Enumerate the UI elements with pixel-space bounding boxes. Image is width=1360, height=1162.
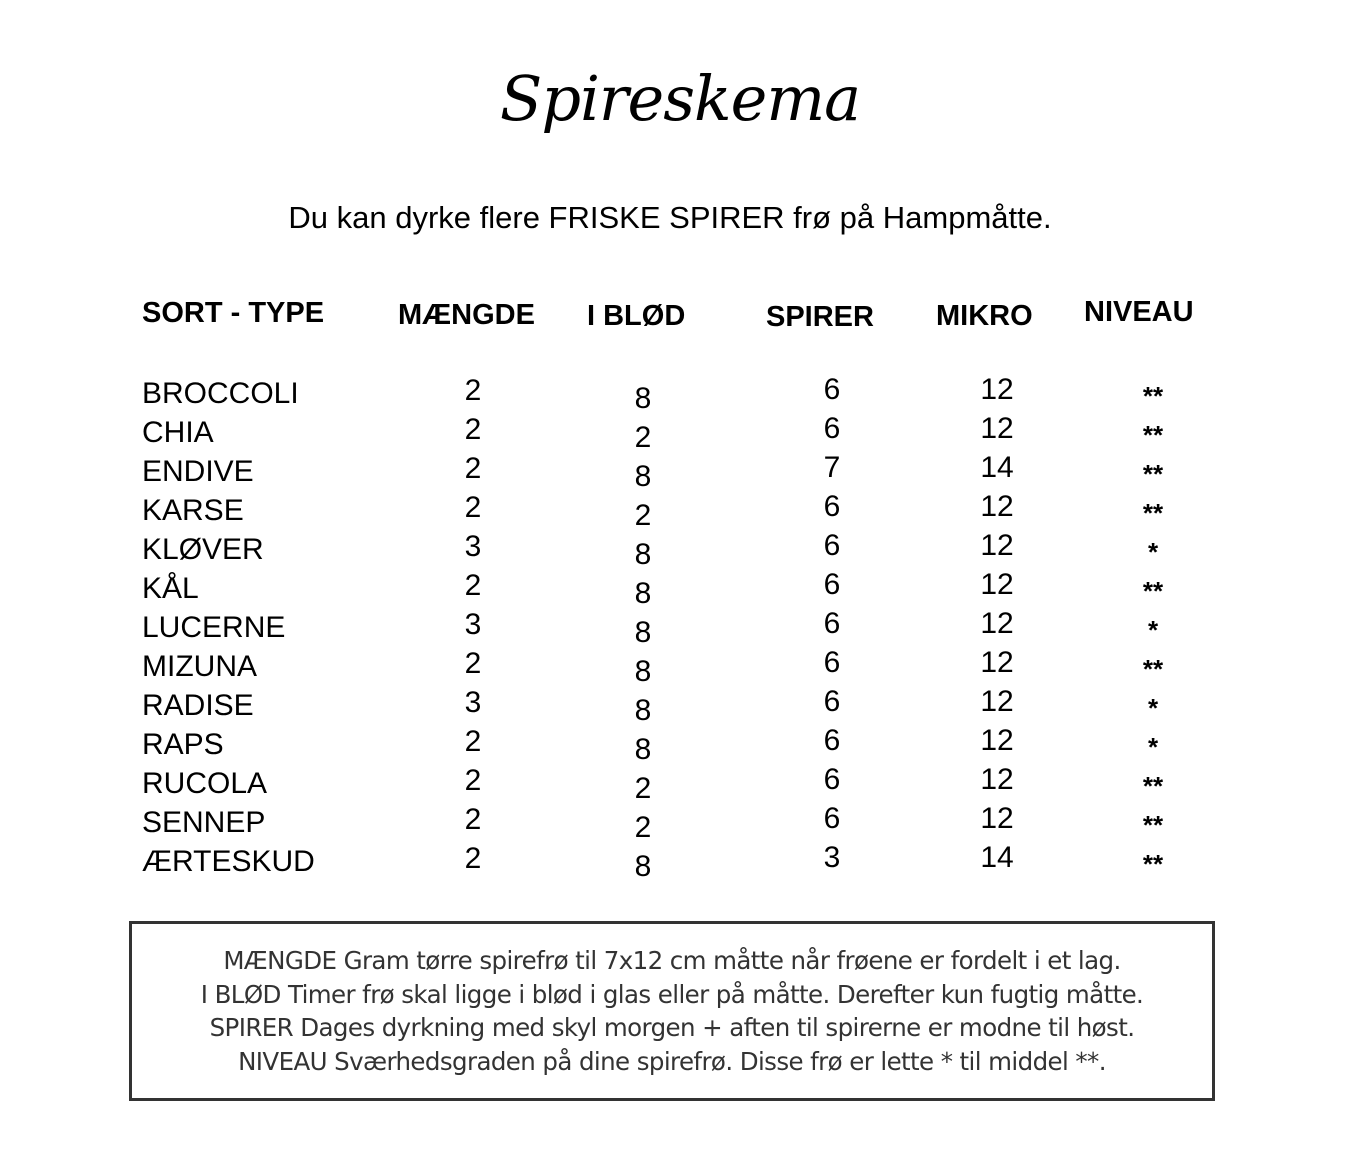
cell-niveau: *	[1147, 732, 1159, 762]
cell-i-blod: 8	[634, 538, 652, 571]
cell-mikro: 12	[980, 646, 1014, 679]
cell-i-blod: 8	[634, 577, 652, 610]
cell-sort: BROCCOLI	[142, 377, 299, 410]
cell-mikro: 14	[980, 451, 1014, 484]
header-maengde: MÆNGDE	[398, 299, 535, 331]
header-mikro: MIKRO	[936, 300, 1033, 332]
cell-i-blod: 2	[634, 772, 652, 805]
cell-sort: KÅL	[142, 572, 199, 605]
cell-i-blod: 8	[634, 616, 652, 649]
cell-i-blod: 2	[634, 421, 652, 454]
cell-i-blod: 8	[634, 655, 652, 688]
note-maengde: MÆNGDE Gram tørre spirefrø til 7x12 cm måtte når frøene er fordelt i et lag.	[223, 946, 1121, 975]
cell-mikro: 12	[980, 724, 1014, 757]
page-title: Spireskema	[499, 62, 861, 135]
cell-mikro: 14	[980, 841, 1014, 874]
cell-maengde: 2	[464, 569, 482, 602]
cell-niveau: **	[1142, 654, 1164, 684]
legend-box	[129, 921, 1215, 1101]
cell-mikro: 12	[980, 373, 1014, 406]
cell-maengde: 2	[464, 842, 482, 875]
cell-spirer: 6	[823, 607, 841, 640]
cell-maengde: 2	[464, 725, 482, 758]
cell-niveau: **	[1142, 420, 1164, 450]
cell-sort: KLØVER	[142, 533, 264, 566]
cell-i-blod: 8	[634, 460, 652, 493]
cell-niveau: **	[1142, 576, 1164, 606]
cell-mikro: 12	[980, 802, 1014, 835]
cell-mikro: 12	[980, 568, 1014, 601]
cell-niveau: **	[1142, 810, 1164, 840]
cell-niveau: **	[1142, 381, 1164, 411]
header-sort-type: SORT - TYPE	[142, 297, 325, 329]
cell-niveau: *	[1147, 615, 1159, 645]
cell-i-blod: 8	[634, 382, 652, 415]
cell-maengde: 2	[464, 413, 482, 446]
cell-sort: CHIA	[142, 416, 214, 449]
cell-mikro: 12	[980, 763, 1014, 796]
cell-mikro: 12	[980, 607, 1014, 640]
header-niveau: NIVEAU	[1084, 296, 1194, 328]
cell-spirer: 6	[823, 412, 841, 445]
cell-mikro: 12	[980, 529, 1014, 562]
cell-sort: RADISE	[142, 689, 254, 722]
cell-spirer: 6	[823, 763, 841, 796]
cell-niveau: **	[1142, 498, 1164, 528]
cell-niveau: **	[1142, 459, 1164, 489]
cell-mikro: 12	[980, 490, 1014, 523]
cell-i-blod: 8	[634, 850, 652, 883]
cell-niveau: **	[1142, 771, 1164, 801]
cell-spirer: 3	[823, 841, 841, 874]
cell-i-blod: 8	[634, 694, 652, 727]
cell-niveau: *	[1147, 537, 1159, 567]
cell-spirer: 6	[823, 568, 841, 601]
cell-sort: KARSE	[142, 494, 244, 527]
cell-sort: RUCOLA	[142, 767, 268, 800]
cell-spirer: 6	[823, 685, 841, 718]
cell-i-blod: 2	[634, 499, 652, 532]
cell-spirer: 6	[823, 724, 841, 757]
cell-maengde: 2	[464, 803, 482, 836]
cell-sort: ENDIVE	[142, 455, 254, 488]
cell-mikro: 12	[980, 685, 1014, 718]
cell-maengde: 3	[464, 608, 482, 641]
cell-sort: MIZUNA	[142, 650, 257, 683]
header-i-blod: I BLØD	[587, 300, 686, 332]
cell-maengde: 2	[464, 764, 482, 797]
cell-maengde: 2	[464, 452, 482, 485]
cell-maengde: 3	[464, 530, 482, 563]
note-spirer: SPIRER Dages dyrkning med skyl morgen + aften til spirerne er modne til høst.	[209, 1013, 1135, 1042]
cell-maengde: 2	[464, 491, 482, 524]
cell-i-blod: 8	[634, 733, 652, 766]
note-i-blod: I BLØD Timer frø skal ligge i blød i glas eller på måtte. Derefter kun fugtig måtte.	[200, 979, 1144, 1009]
cell-mikro: 12	[980, 412, 1014, 445]
note-niveau: NIVEAU Sværhedsgraden på dine spirefrø. Disse frø er lette * til middel **.	[238, 1046, 1106, 1076]
cell-maengde: 2	[464, 647, 482, 680]
cell-maengde: 3	[464, 686, 482, 719]
cell-i-blod: 2	[634, 811, 652, 844]
cell-spirer: 6	[823, 529, 841, 562]
cell-sort: SENNEP	[142, 806, 266, 839]
cell-spirer: 7	[823, 451, 841, 484]
cell-spirer: 6	[823, 802, 841, 835]
cell-niveau: **	[1142, 849, 1164, 879]
cell-spirer: 6	[823, 373, 841, 406]
cell-spirer: 6	[823, 646, 841, 679]
cell-maengde: 2	[464, 374, 482, 407]
cell-sort: RAPS	[142, 728, 224, 761]
cell-spirer: 6	[823, 490, 841, 523]
subtitle: Du kan dyrke flere FRISKE SPIRER frø på Hampmåtte.	[288, 200, 1052, 235]
cell-niveau: *	[1147, 693, 1159, 723]
cell-sort: LUCERNE	[142, 611, 286, 644]
cell-sort: ÆRTESKUD	[142, 845, 315, 878]
header-spirer: SPIRER	[766, 301, 874, 333]
